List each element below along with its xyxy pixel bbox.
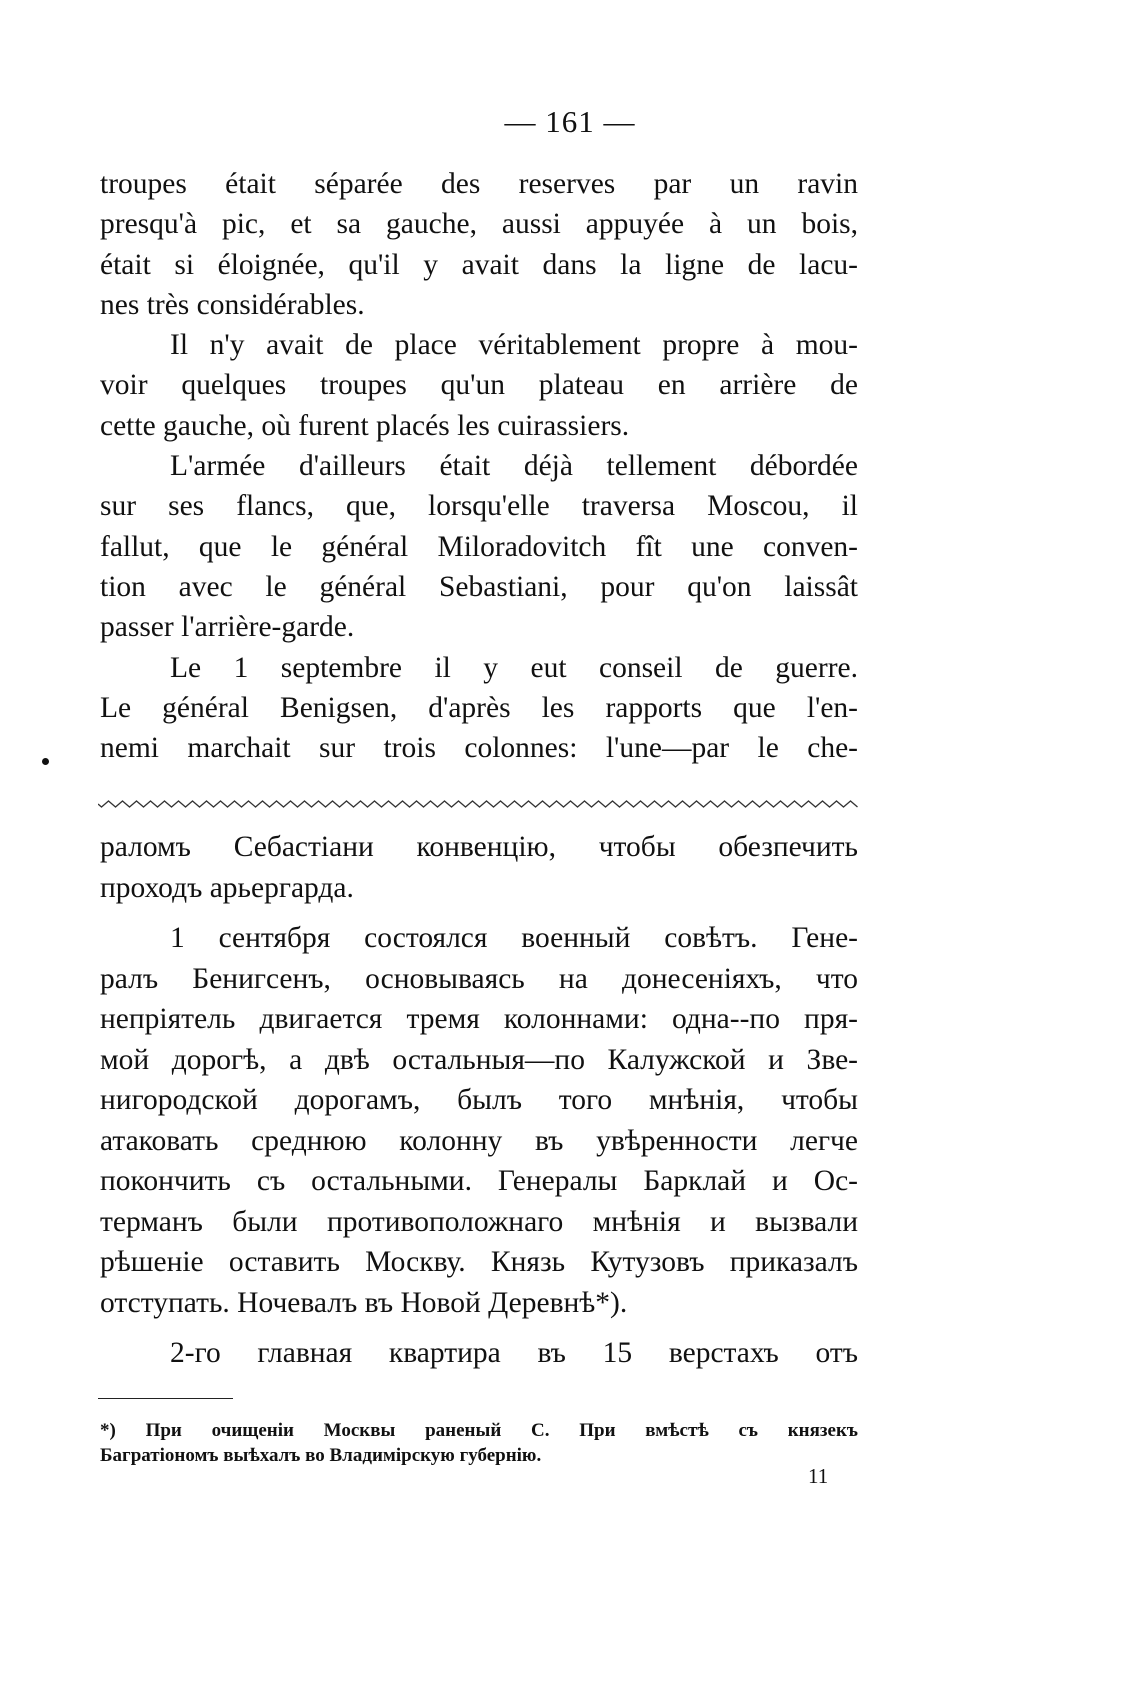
footnote xyxy=(100,1418,858,1468)
text-line: Il n'y avait de place véritablement propre à mou- xyxy=(170,329,858,362)
text-line: cette gauche, où furent placés les cuirassiers. xyxy=(100,409,630,442)
footnote-line: Багратіономъ выѣхалъ во Владимірскую губернію. xyxy=(100,1445,542,1466)
text-line: Le général Benigsen, d'après les rapports que l'en- xyxy=(100,691,858,724)
french-paragraph xyxy=(100,325,858,446)
text-line: nemi marchait sur trois colonnes: l'une—par le che- xyxy=(100,732,858,765)
text-line: tion avec le général Sebastiani, pour qu'on laissât xyxy=(100,570,858,603)
text-line: ралъ Бенигсенъ, основываясь на донесеніяхъ, что xyxy=(100,962,858,995)
french-paragraph xyxy=(100,446,858,647)
text-line: était si éloignée, qu'il y avait dans la ligne de lacu- xyxy=(100,248,858,281)
footnote-rule xyxy=(98,1398,233,1399)
russian-paragraph xyxy=(100,1333,858,1374)
text-line: presqu'à pic, et sa gauche, aussi appuyée à un bois, xyxy=(100,208,858,241)
signature-mark: 11 xyxy=(808,1464,829,1488)
footnote-line: *) При очищеніи Москвы раненый С. При вмѣстѣ съ князекъ xyxy=(100,1420,858,1441)
french-paragraph xyxy=(100,164,858,325)
russian-paragraph xyxy=(100,918,858,1323)
margin-mark xyxy=(42,758,49,765)
russian-text xyxy=(100,827,858,1374)
text-line: sur ses flancs, que, lorsqu'elle traversa Moscou, il xyxy=(100,490,858,523)
text-line: рѣшеніе оставить Москву. Князь Кутузовъ приказалъ xyxy=(100,1246,858,1278)
text-line: troupes était séparée des reserves par un ravin xyxy=(100,168,858,200)
text-line: отступать. Ночевалъ въ Новой Деревнѣ*). xyxy=(100,1286,628,1319)
wavy-separator xyxy=(98,798,860,810)
text-line: fallut, que le général Miloradovitch fît une conven- xyxy=(100,530,858,563)
text-line: voir quelques troupes qu'un plateau en arrière de xyxy=(100,369,858,402)
russian-paragraph xyxy=(100,827,858,908)
text-line: мой дорогѣ, а двѣ остальныя—по Калужской и Зве- xyxy=(100,1043,858,1076)
text-line: nes très considérables. xyxy=(100,288,365,321)
text-line: 2-го главная квартира въ 15 верстахъ отъ xyxy=(170,1337,858,1369)
text-line: атаковать среднюю колонну въ увѣренности легче xyxy=(100,1124,858,1157)
page-number: — 161 — xyxy=(504,104,636,139)
text-line: L'armée d'ailleurs était déjà tellement débordée xyxy=(170,450,858,483)
french-paragraph xyxy=(100,648,858,769)
text-line: passer l'arrière-garde. xyxy=(100,611,355,644)
text-line: непріятель двигается тремя колоннами: одна--по пря- xyxy=(100,1003,858,1035)
text-line: 1 сентября состоялся военный совѣтъ. Гене- xyxy=(170,922,858,954)
text-line: проходъ арьергарда. xyxy=(100,871,354,904)
text-line: раломъ Себастіани конвенцію, чтобы обезпечить xyxy=(100,831,858,863)
french-text xyxy=(100,164,858,768)
text-line: нигородской дорогамъ, былъ того мнѣнія, чтобы xyxy=(100,1084,858,1116)
text-line: покончить съ остальными. Генералы Барклай и Ос- xyxy=(100,1165,858,1197)
text-line: терманъ были противоположнаго мнѣнія и вызвали xyxy=(100,1205,858,1238)
text-line: Le 1 septembre il y eut conseil de guerre. xyxy=(170,651,858,684)
